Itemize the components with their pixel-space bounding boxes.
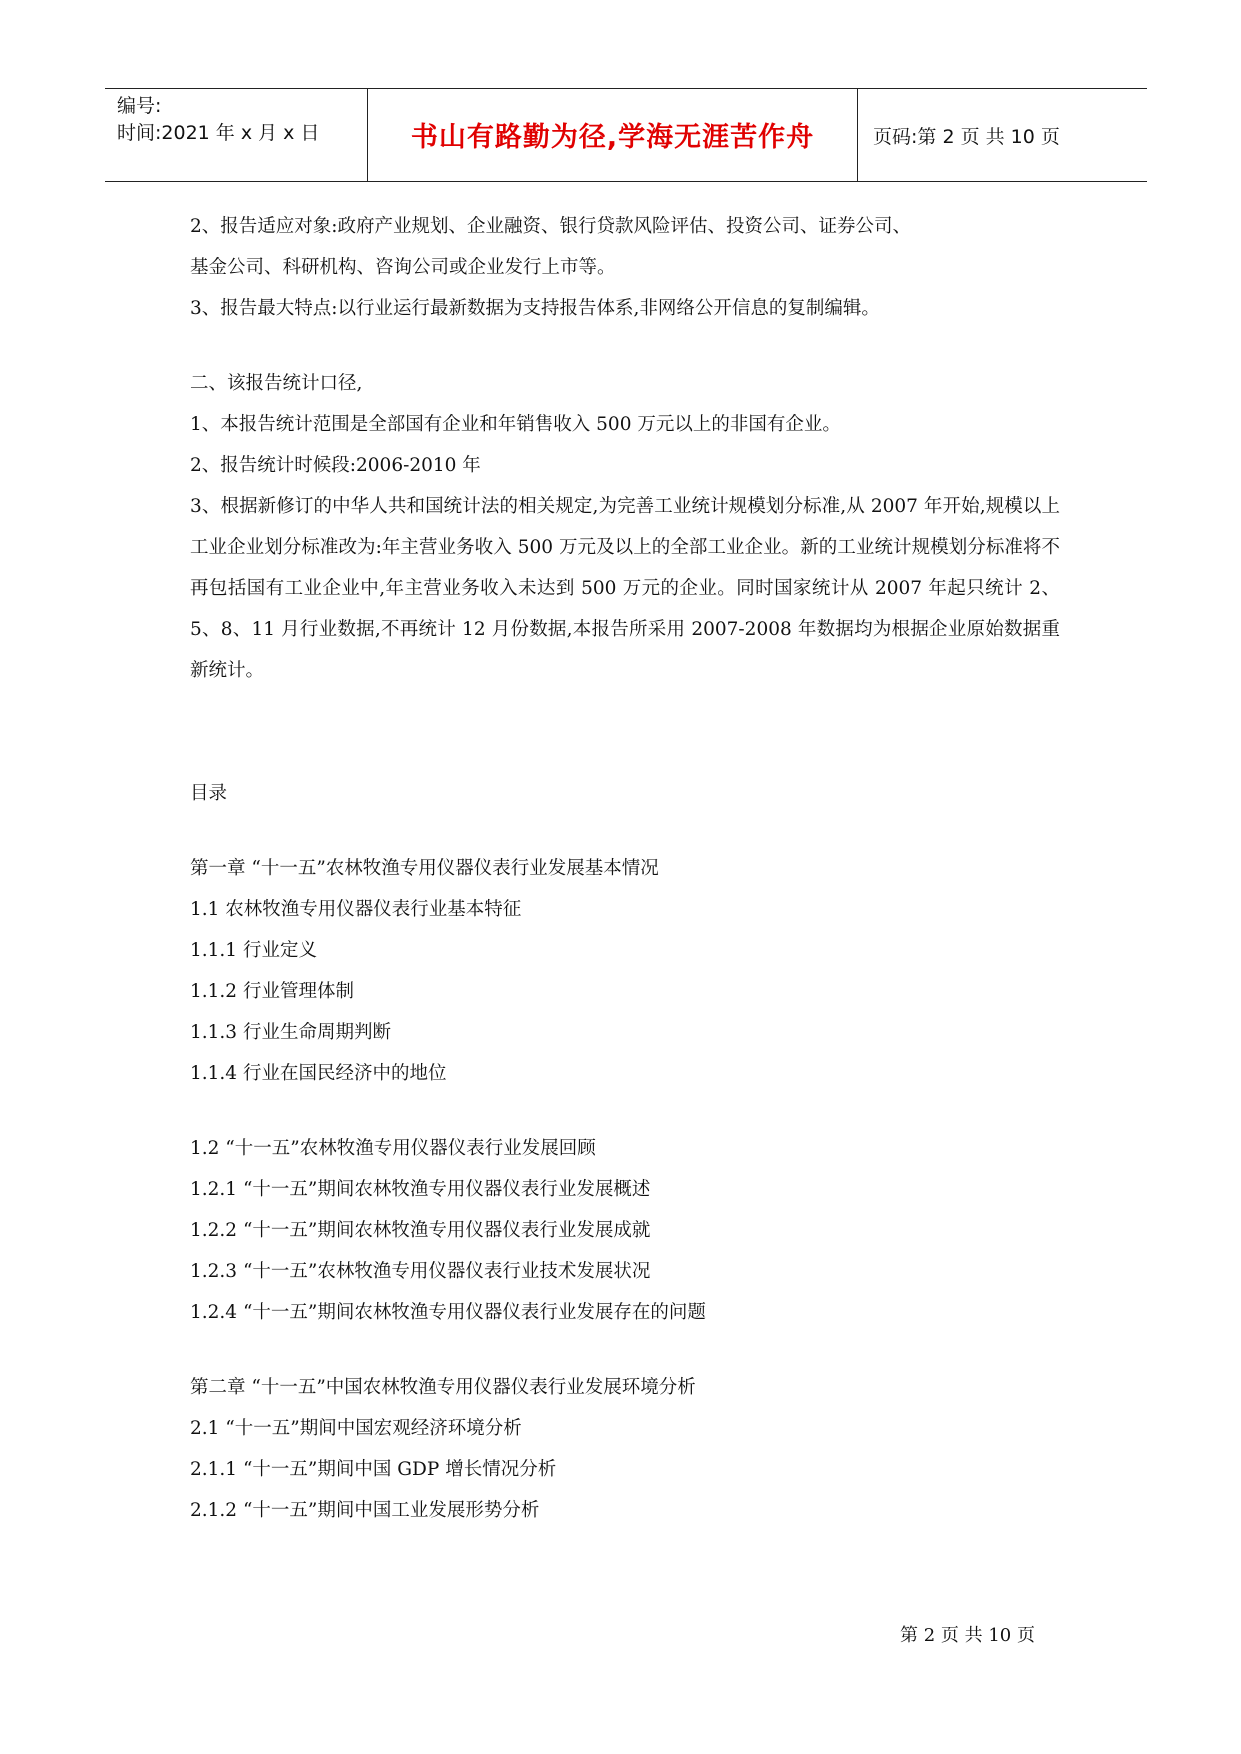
header-motto: 书山有路勤为径,学海无涯苦作舟 [410,122,815,153]
toc-entry: 1.2 “十一五”农林牧渔专用仪器仪表行业发展回顾 [190,1138,596,1159]
spacer [190,814,1060,848]
toc-entry: 1.1.1 行业定义 [190,940,317,961]
toc-chapter: 第一章 “十一五”农林牧渔专用仪器仪表行业发展基本情况 [190,858,659,879]
toc-chapter: 第二章 “十一五”中国农林牧渔专用仪器仪表行业发展环境分析 [190,1377,696,1398]
intro-line: 3、报告最大特点:以行业运行最新数据为支持报告体系,非网络公开信息的复制编辑。 [190,298,880,319]
document-time-label: 时间:2021 年 x 月 x 日 [117,122,320,144]
toc-entry: 2.1 “十一五”期间中国宏观经济环境分析 [190,1418,522,1439]
spacer [190,329,1060,363]
toc-entry: 1.2.2 “十一五”期间农林牧渔专用仪器仪表行业发展成就 [190,1220,651,1241]
header-divider-right [857,89,858,181]
toc-entry: 2.1.1 “十一五”期间中国 GDP 增长情况分析 [190,1459,557,1480]
intro-line: 基金公司、科研机构、咨询公司或企业发行上市等。 [190,257,616,278]
toc-entry: 2.1.2 “十一五”期间中国工业发展形势分析 [190,1500,540,1521]
page-header [105,88,1147,182]
header-page-number: 页码:第 2 页 共 10 页 [873,126,1060,148]
scope-line: 1、本报告统计范围是全部国有企业和年销售收入 500 万元以上的非国有企业。 [190,414,841,435]
toc-entry: 1.2.3 “十一五”农林牧渔专用仪器仪表行业技术发展状况 [190,1261,651,1282]
page-footer: 第 2 页 共 10 页 [900,1625,1035,1646]
document-number-label: 编号: [117,95,162,117]
toc-entry: 1.2.4 “十一五”期间农林牧渔专用仪器仪表行业发展存在的问题 [190,1302,706,1323]
spacer [190,1333,1060,1367]
document-body [190,206,1060,1531]
toc-entry: 1.2.1 “十一五”期间农林牧渔专用仪器仪表行业发展概述 [190,1179,651,1200]
section-heading-scope: 二、该报告统计口径, [190,373,363,394]
spacer [190,691,1060,773]
toc-entry: 1.1.2 行业管理体制 [190,981,354,1002]
toc-entry: 1.1 农林牧渔专用仪器仪表行业基本特征 [190,899,522,920]
scope-paragraph: 3、根据新修订的中华人共和国统计法的相关规定,为完善工业统计规模划分标准,从 2007 年开始,规模以上工业企业划分标准改为:年主营业务收入 500 万元及以上的全部工业企业。新的工业统计规模划分标准将不再包括国有工业企业中,年主营业务收入未达到 500 万元的企业。同时国家统计从 2007 年起只统计 2、5、8、11 月行业数据,不再统计 12 月份数据,本报告所采用 2007-2008 年数据均为根据企业原始数据重新统计。 [190,496,1060,681]
toc-entry: 1.1.3 行业生命周期判断 [190,1022,391,1043]
spacer [190,1094,1060,1128]
toc-entry: 1.1.4 行业在国民经济中的地位 [190,1063,447,1084]
scope-line: 2、报告统计时候段:2006-2010 年 [190,455,481,476]
toc-title: 目录 [190,783,228,804]
header-meta [117,93,367,147]
intro-line: 2、报告适应对象:政府产业规划、企业融资、银行贷款风险评估、投资公司、证券公司、 [190,216,912,237]
